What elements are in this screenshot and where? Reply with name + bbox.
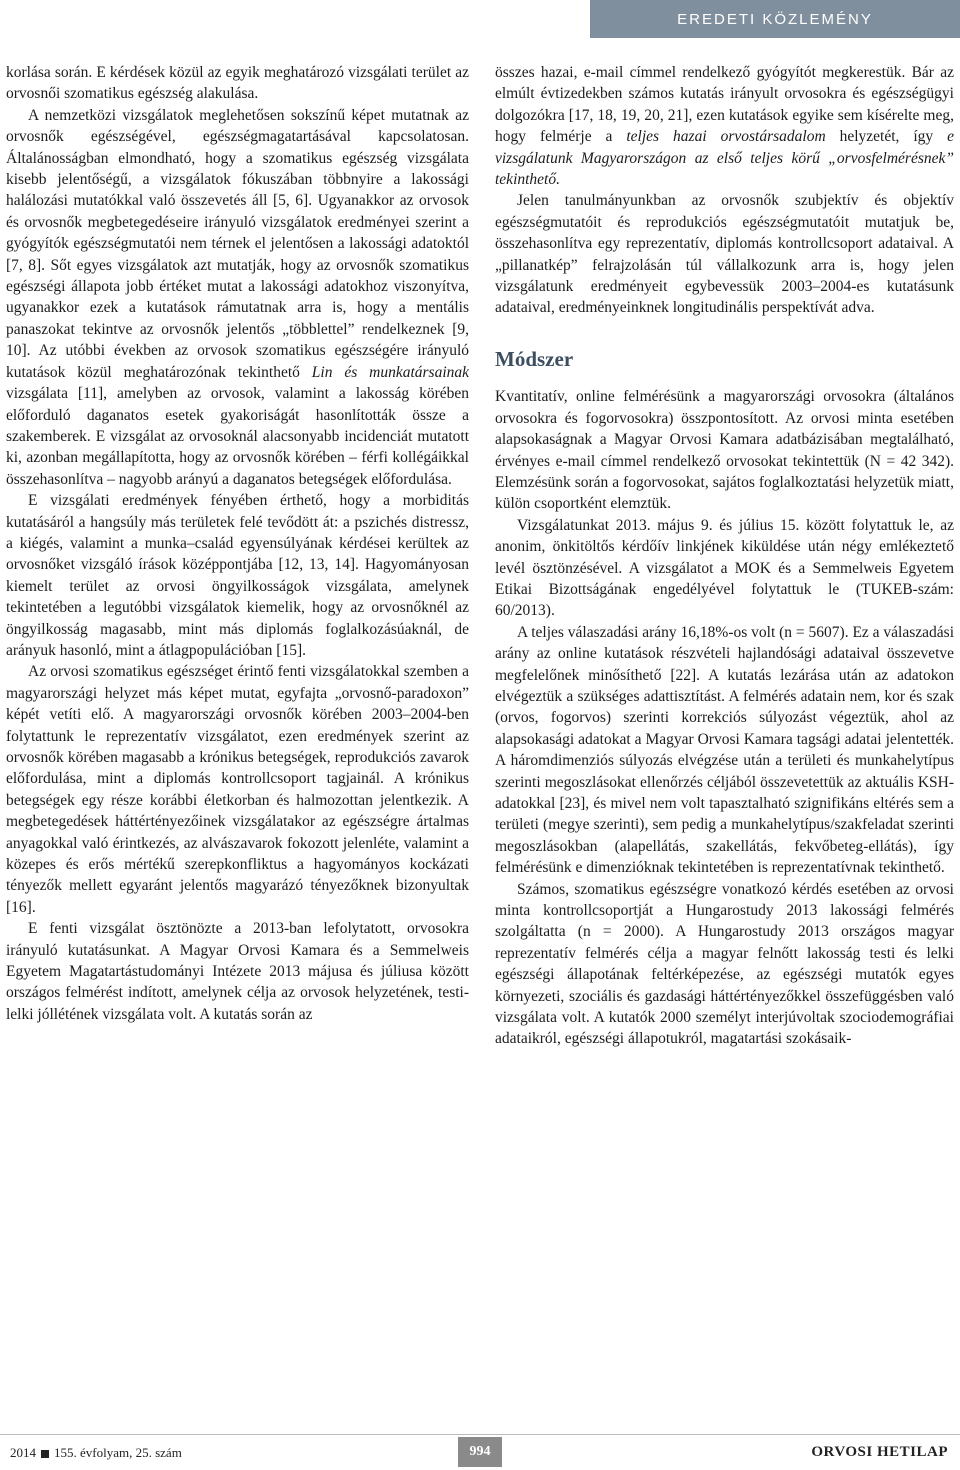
paragraph-text: összes hazai, e-mail címmel rendelkező gyógyítót megkerestük. Bár az elmúlt évtizedekben számos kutatás irányult orvosokra és egészségügyi dolgozókra [17, 18, 19, 20, 21], ezen kutatások egyike sem kísérelte meg, hogy felmérje a <box>495 64 954 146</box>
paragraph <box>6 105 469 490</box>
section-label: EREDETI KÖZLEMÉNY <box>590 0 960 38</box>
footer-issue-info <box>10 1445 182 1461</box>
paragraph: Jelen tanulmányunkban az orvosnők szubjektív és objektív egészségmutatóit és reprodukciós egészségmutatóit mutatjuk be, összehasonlítva egy reprezentatív, diplomás kontrollcsoport adataival. A „pillanatkép” felrajzolásán túl vállalkozunk arra is, hogy jelen vizsgálatunk eredményeit egybevessük 2003–2004-es kutatásunk adataival, eredményeinknek longitudinális perspektívát adva. <box>495 192 954 317</box>
paragraph: Számos, szomatikus egészségre vonatkozó kérdés esetében az orvosi minta kontrollcsoportját a Hungarostudy 2013 lakossági felmérés szolgáltatta (n = 2000). A Hungarostudy 2013 országos magyar reprezentatív felmérés célja a magyar felnőtt lakosság testi és lelki egészségi állapotának feltérképezése, az egészségi mutatók egyes környezeti, szociális és gazdasági háttértényezőkkel összefüggésben való vizsgálata volt. A kutatók 2000 személyt interjúvoltak szociodemográfiai adataikról, egészségi állapotukról, magatartási szokásaik- <box>495 880 954 1048</box>
paragraph: E vizsgálati eredmények fényében érthető, hogy a morbiditás kutatásáról a hangsúly más területek felé tevődött át: a pszichés distressz, a kiégés, valamint a munka–család egyensúlyának kérdései kerültek az orvosnőket vizsgáló írások középpontjába [12, 13, 14]. Hagyományosan kiemelt terület az orvosi öngyilkosságok vizsgálata, amelynek tekintetében a legutóbbi vizsgálatok kiemelik, hogy az orvosnőknél az öngyilkosság magasabb, mint más diplomás foglalkozásúaknál, de arányuk hasonló, mint a átlagpopulációban [15]. <box>6 492 469 659</box>
footer-year: 2014 <box>10 1445 36 1460</box>
right-column <box>495 62 954 1050</box>
paragraph-text: helyzetét, így <box>839 128 934 146</box>
footer-issue: 155. évfolyam, 25. szám <box>54 1445 182 1460</box>
section-heading: Módszer <box>495 346 574 371</box>
footer-divider <box>0 1434 960 1435</box>
square-bullet-icon <box>41 1450 49 1458</box>
paragraph: korlása során. E kérdések közül az egyik meghatározó vizsgálati terület az orvosnői szomatikus egészség alakulása. <box>6 64 469 103</box>
paragraph: Vizsgálatunkat 2013. május 9. és július 15. között folytattuk le, az anonim, önkitöltős kérdőív linkjének kiküldése után négy emlékeztető levél ösztönzésével. A vizsgálatot a MOK és a Semmelweis Egyetem Etikai Bizottságának engedélyével folytattuk le (TUKEB-szám: 60/2013). <box>495 516 954 620</box>
journal-name: ORVOSI HETILAP <box>811 1444 948 1460</box>
paragraph: E fenti vizsgálat ösztönözte a 2013-ban lefolytatott, orvosokra irányuló kutatásunkat. A Magyar Orvosi Kamara és a Semmelweis Egyetem Magatartástudományi Intézete 2013 májusa és júliusa között országos felmérést indított, amelynek célja az orvosok helyzetének, testi-lelki jóllétének vizsgálata volt. A kutatás során az <box>6 920 469 1023</box>
italic-reference: Lin és munkatársainak <box>311 363 470 381</box>
page-header <box>0 0 960 40</box>
paragraph-text: vizsgálata [11], amelyben az orvosok, valamint a lakosság körében előforduló daganatos esetek gyakoriságát hasonlították össze a szakemberek. E vizsgálat az orvosoknál alacsonyabb incidenciát mutatott ki, azonban megállapította, hogy az orvosnők körében – férfi kollégáikkal összehasonlítva – nagyobb arányú a daganatos betegségek előfordulása. <box>6 385 469 488</box>
paragraph <box>495 62 954 190</box>
left-column <box>6 62 469 1025</box>
paragraph: A teljes válaszadási arány 16,18%-os volt (n = 5607). Ez a válaszadási arány az online kutatások részvételi hajlandósági adataival összevetve megfelelőnek minősíthető [22]. A kutatás lezárása után az adatokon elvégeztük a szükséges adattisztítást. A felmérés adatain nem, kor és szak (orvos, fogorvos) szerinti korrekciós súlyozást végeztük, ahol az alapsokasági adatokat a Magyar Orvosi Kamara tagsági adatai jelentették. A háromdimenziós súlyozás elvégzése után a területi és munkahelytípus szerinti megoszlásokat ellenőrzés céljából összevetettük az aktuális KSH-adatokkal [23], és mivel nem volt tapasztalható szignifikáns eltérés sem a területi (megye szerinti), sem pedig a munkahelytípus/szakfeladat szerinti megoszlásokban (alapellátás, szakellátás, fekvőbeteg-ellátás), így felmérésünk e dimenzióknak tekintetében is reprezentatívnak tekinthető. <box>495 623 955 877</box>
page-number: 994 <box>458 1437 502 1467</box>
paragraph: Az orvosi szomatikus egészséget érintő fenti vizsgálatokkal szemben a magyarországi helyzet más képet mutat, egyfajta „orvosnő-paradoxon” képét vetíti elő. A magyarországi orvosnők körében 2003–2004-ben folytattunk le reprezentatív vizsgálatot, ezen eredmények szerint az orvosnők körében magasabb a krónikus betegségek, reprodukciós zavarok előfordulása, mint a diplomás kontrollcsoport tagjainál. A krónikus betegségek egy része korábbi életkorban és halmozottan jelentkezik. A megbetegedések háttértényezőinek vizsgálatakor az egészségre ártalmas anyagokkal való érintkezés, az alvászavarok fokozott jelenléte, valamint a közepes és erős mértékű szerepkonfliktus a hagyományos kockázati tényezők mellett egyaránt jelentős magyarázó tényezőknek bizonyultak [16]. <box>6 663 469 916</box>
italic-emphasis: teljes hazai orvostársadalom <box>626 128 826 146</box>
paragraph: Kvantitatív, online felmérésünk a magyarországi orvosokra (általános orvosokra és fogorvosokra) összpontosított. Az orvosi minta esetében alapsokaságnak a Magyar Orvosi Kamara adatbázisában megtalálható, érvényes e-mail címmel rendelkező orvosokat tekintettük (N = 42 342). Elemzésünk során a fogorvosokat, sajátos foglalkoztatási helyzetük miatt, külön csoportként elemztük. <box>495 388 954 513</box>
paragraph-text: A nemzetközi vizsgálatok meglehetősen sokszínű képet mutatnak az orvosnők egészségével, egészségmagatartásával kapcsolatosan. Általánosságban elmondható, hogy a szomatikus egészség vizsgálata kisebb jelentőségű, a vizsgálatok fókuszában többnyire a lakossági halálozási mutatókkal való összevetés áll [5, 6]. Ugyanakkor az orvosok és orvosnők megbetegedéseire irányuló vizsgálatok eredményei szerint a gyógyítók egészségmutatói nem térnek el jelentősen a lakossági adatoktól [7, 8]. Sőt egyes vizsgálatok azt mutatják, hogy az orvosnők szomatikus egészségi állapota jobb értéket mutat a lakossági adatokhoz viszonyítva, ugyanakkor ezek a kutatások rámutatnak arra is, hogy a mentális panaszokat tekintve az orvosnők jelentős „többlettel” rendelkeznek [9, 10]. Az utóbbi években az orvosok szomatikus egészségére irányuló kutatások közül meghatározónak tekinthető <box>6 106 469 381</box>
italic-emphasis: e vizsgálatunk Magyarországon az első teljes körű „orvosfelmérésnek” tekinthető. <box>495 128 955 189</box>
